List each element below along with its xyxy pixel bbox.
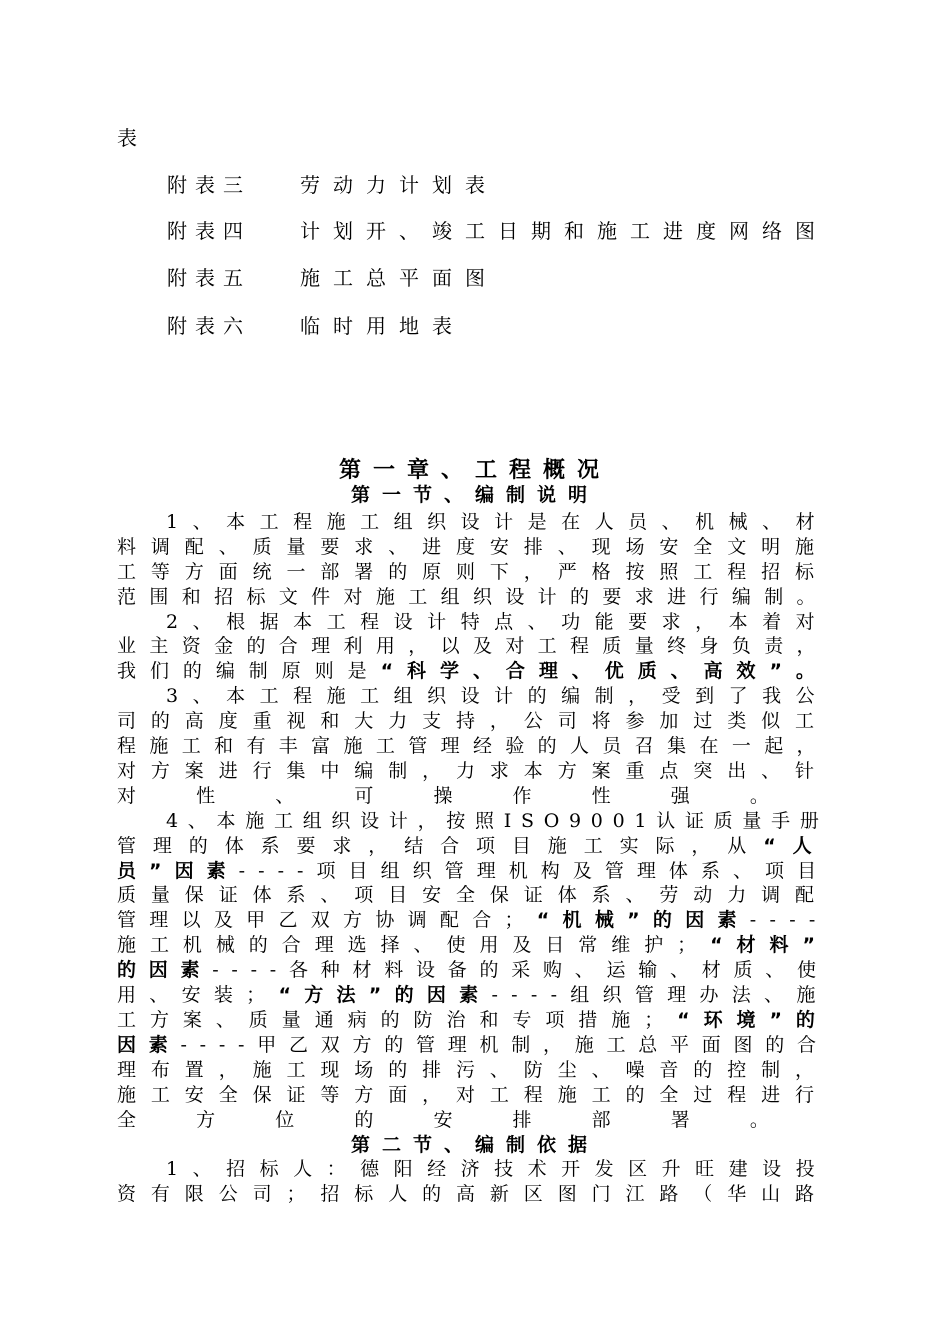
paragraph-line	[117, 759, 829, 784]
paragraph-line	[117, 1033, 829, 1058]
paragraph-line	[117, 883, 829, 908]
text-run: 对方案进行集中编制，力求本方案重点突出、针	[117, 760, 829, 782]
text-run: ----甲乙双方的管理机制，施工总平面图的合	[180, 1034, 829, 1056]
annex-title: 计划开、竣工日期和施工进度网络图	[300, 219, 828, 243]
paragraph-line	[117, 958, 829, 983]
paragraph-line	[117, 983, 829, 1008]
annex-code: 附表五	[167, 266, 251, 290]
paragraph-first-line	[166, 610, 829, 635]
annex-title: 施工总平面图	[300, 266, 498, 290]
annex-title: 临时用地表	[300, 314, 465, 338]
paragraph-line	[117, 734, 829, 759]
paragraph-line	[117, 933, 829, 958]
section-title-1: 第一节、编制说明	[350, 484, 599, 506]
annex-code: 附表三	[167, 173, 251, 197]
bold-text: 因素	[117, 1034, 181, 1056]
annex-title: 劳动力计划表	[300, 173, 498, 197]
bold-text: “环境”的	[677, 1009, 829, 1031]
text-run: 料调配、质量要求、进度安排、现场安全文明施	[117, 536, 829, 558]
page-top-fragment: 表	[117, 126, 137, 150]
text-run: 2、根据本工程设计特点、功能要求，本着对	[166, 611, 830, 633]
text-run: ----	[749, 909, 829, 931]
text-run: 工方案、质量通病的防治和专项措施；	[117, 1009, 678, 1031]
bold-text: “方法”的因素	[278, 984, 492, 1006]
text-run: ----项目组织管理机构及管理体系、项目	[238, 860, 830, 882]
chapter-title: 第一章、工程概况	[338, 457, 611, 483]
paragraph-first-line	[166, 1157, 829, 1182]
paragraph-line	[117, 1083, 829, 1108]
paragraph-line	[117, 709, 829, 734]
section-title-2: 第二节、编制依据	[350, 1134, 599, 1156]
text-run: 工等方面统一部署的原则下，严格按照工程招标	[117, 561, 829, 583]
text-run: ----组织管理办法、施	[491, 984, 829, 1006]
paragraph-first-line	[166, 809, 829, 834]
text-run: 全方位的安排部署。	[117, 1109, 829, 1131]
bold-text: “材料”	[710, 934, 829, 956]
paragraph-first-line	[166, 684, 829, 709]
text-run: 1、本工程施工组织设计是在人员、机械、材	[166, 511, 830, 533]
bold-text: 员”因素	[117, 860, 239, 882]
text-run: 程施工和有丰富施工管理经验的人员召集在一起，	[117, 735, 829, 757]
paragraph-line	[117, 634, 829, 659]
text-run: 用、安装；	[117, 984, 279, 1006]
text-run: 施工机械的合理选择、使用及日常维护；	[117, 934, 711, 956]
text-run: 3、本工程施工组织设计的编制，受到了我公	[166, 685, 830, 707]
annex-code: 附表六	[167, 314, 251, 338]
paragraph-line	[117, 1008, 829, 1033]
bold-text: “人	[763, 835, 829, 857]
text-run: 范围和招标文件对施工组织设计的要求进行编制。	[117, 586, 829, 608]
text-run: 业主资金的合理利用，以及对工程质量终身负责，	[117, 635, 829, 657]
text-run: 司的高度重视和大力支持，公司将参加过类似工	[117, 710, 829, 732]
paragraph-line	[117, 585, 829, 610]
text-run: 管理以及甲乙双方协调配合；	[117, 909, 537, 931]
text-run: 我们的编制原则是	[117, 660, 381, 682]
bold-text: “科学、合理、优质、高效”。	[380, 660, 829, 682]
paragraph-line	[117, 1058, 829, 1083]
text-run: 理布置，施工现场的排污、防尘、噪音的控制，	[117, 1059, 829, 1081]
annex-code: 附表四	[167, 219, 251, 243]
text-run: 管理的体系要求，结合项目施工实际，从	[117, 835, 764, 857]
bold-text: “机械”的因素	[536, 909, 750, 931]
text-run: 对性、可操作性强。	[117, 785, 829, 807]
paragraph-line	[117, 1182, 829, 1207]
text-run: 施工安全保证等方面，对工程施工的全过程进行	[117, 1084, 829, 1106]
paragraph-line	[117, 834, 829, 859]
paragraph-line	[117, 659, 829, 684]
bold-text: 的因素	[117, 959, 213, 981]
paragraph-line	[117, 908, 829, 933]
paragraph-line	[117, 859, 829, 884]
paragraph-line	[117, 535, 829, 560]
text-run: ----各种材料设备的采购、运输、材质、使	[212, 959, 829, 981]
text-run: 资有限公司；招标人的高新区图门江路（华山路	[117, 1183, 829, 1205]
paragraph-line	[117, 560, 829, 585]
text-run: 1、招标人：德阳经济技术开发区升旺建设投	[166, 1158, 830, 1180]
paragraph-first-line	[166, 510, 829, 535]
text-run: 4、本施工组织设计，按照ISO9001认证质量手册	[166, 810, 829, 832]
paragraph-line	[117, 1108, 829, 1133]
paragraph-line	[117, 784, 829, 809]
text-run: 质量保证体系、项目安全保证体系、劳动力调配	[117, 884, 829, 906]
